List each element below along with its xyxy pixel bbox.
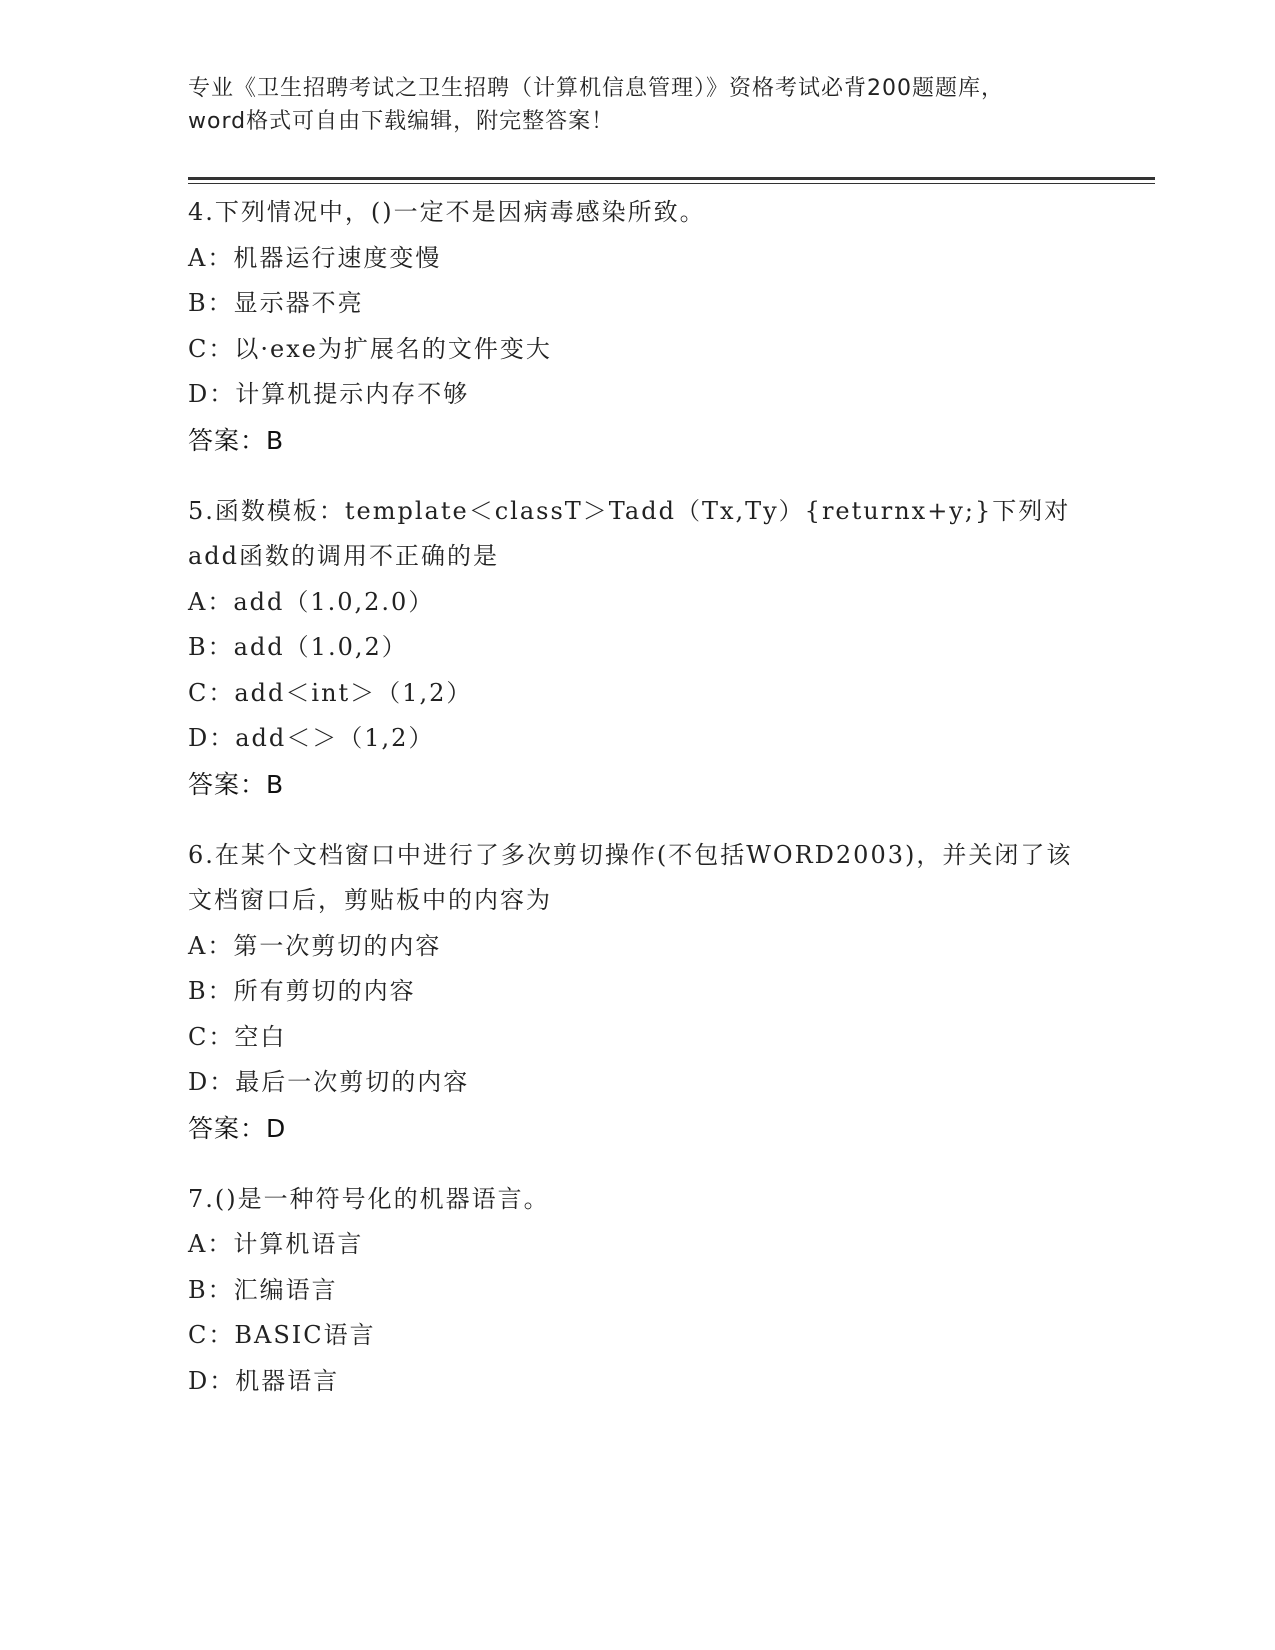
option-b: B：所有剪切的内容 [188, 977, 416, 1005]
question-stem: 4.下列情况中，()一定不是因病毒感染所致。 [188, 198, 706, 226]
option-a: A：add（1.0,2.0） [188, 587, 435, 616]
question-4 [188, 190, 1088, 464]
question-5 [188, 489, 1088, 808]
option-c: C：以·exe为扩展名的文件变大 [188, 334, 552, 363]
option-d: D：机器语言 [188, 1366, 340, 1395]
option-d: D：计算机提示内存不够 [188, 380, 470, 408]
header-divider-thin [188, 183, 1155, 184]
question-7 [188, 1177, 1088, 1405]
header-line-2: word格式可自由下载编辑，附完整答案！ [188, 109, 615, 134]
question-6 [188, 833, 1088, 1152]
header-divider-thick [188, 177, 1155, 180]
option-b: B：add（1.0,2） [188, 633, 408, 661]
header-line-1: 专业《卫生招聘考试之卫生招聘（计算机信息管理）》资格考试必背200题题库， [188, 76, 1004, 101]
option-d: D：最后一次剪切的内容 [188, 1068, 470, 1096]
document-header [188, 72, 1088, 138]
option-a: A：计算机语言 [188, 1230, 364, 1258]
question-stem: 6.在某个文档窗口中进行了多次剪切操作(不包括WORD2003)，并关闭了该文档窗口后，剪贴板中的内容为 [188, 840, 1073, 914]
question-stem: 5.函数模板：template＜classT＞Tadd（Tx,Ty）{returnx+y;}下列对add函数的调用不正确的是 [188, 496, 1071, 570]
question-stem: 7.()是一种符号化的机器语言。 [188, 1184, 550, 1213]
option-a: A：第一次剪切的内容 [188, 931, 442, 960]
option-c: C：add＜int＞（1,2） [188, 678, 473, 707]
question-list [188, 190, 1088, 1429]
question-answer: 答案：B [188, 769, 285, 799]
question-answer: 答案：D [188, 1113, 287, 1143]
option-d: D：add＜＞（1,2） [188, 724, 435, 752]
option-a: A：机器运行速度变慢 [188, 243, 442, 272]
option-b: B：显示器不亮 [188, 289, 364, 317]
option-b: B：汇编语言 [188, 1275, 338, 1304]
question-answer: 答案：B [188, 425, 285, 455]
option-c: C：空白 [188, 1022, 287, 1051]
option-c: C：BASIC语言 [188, 1321, 376, 1349]
